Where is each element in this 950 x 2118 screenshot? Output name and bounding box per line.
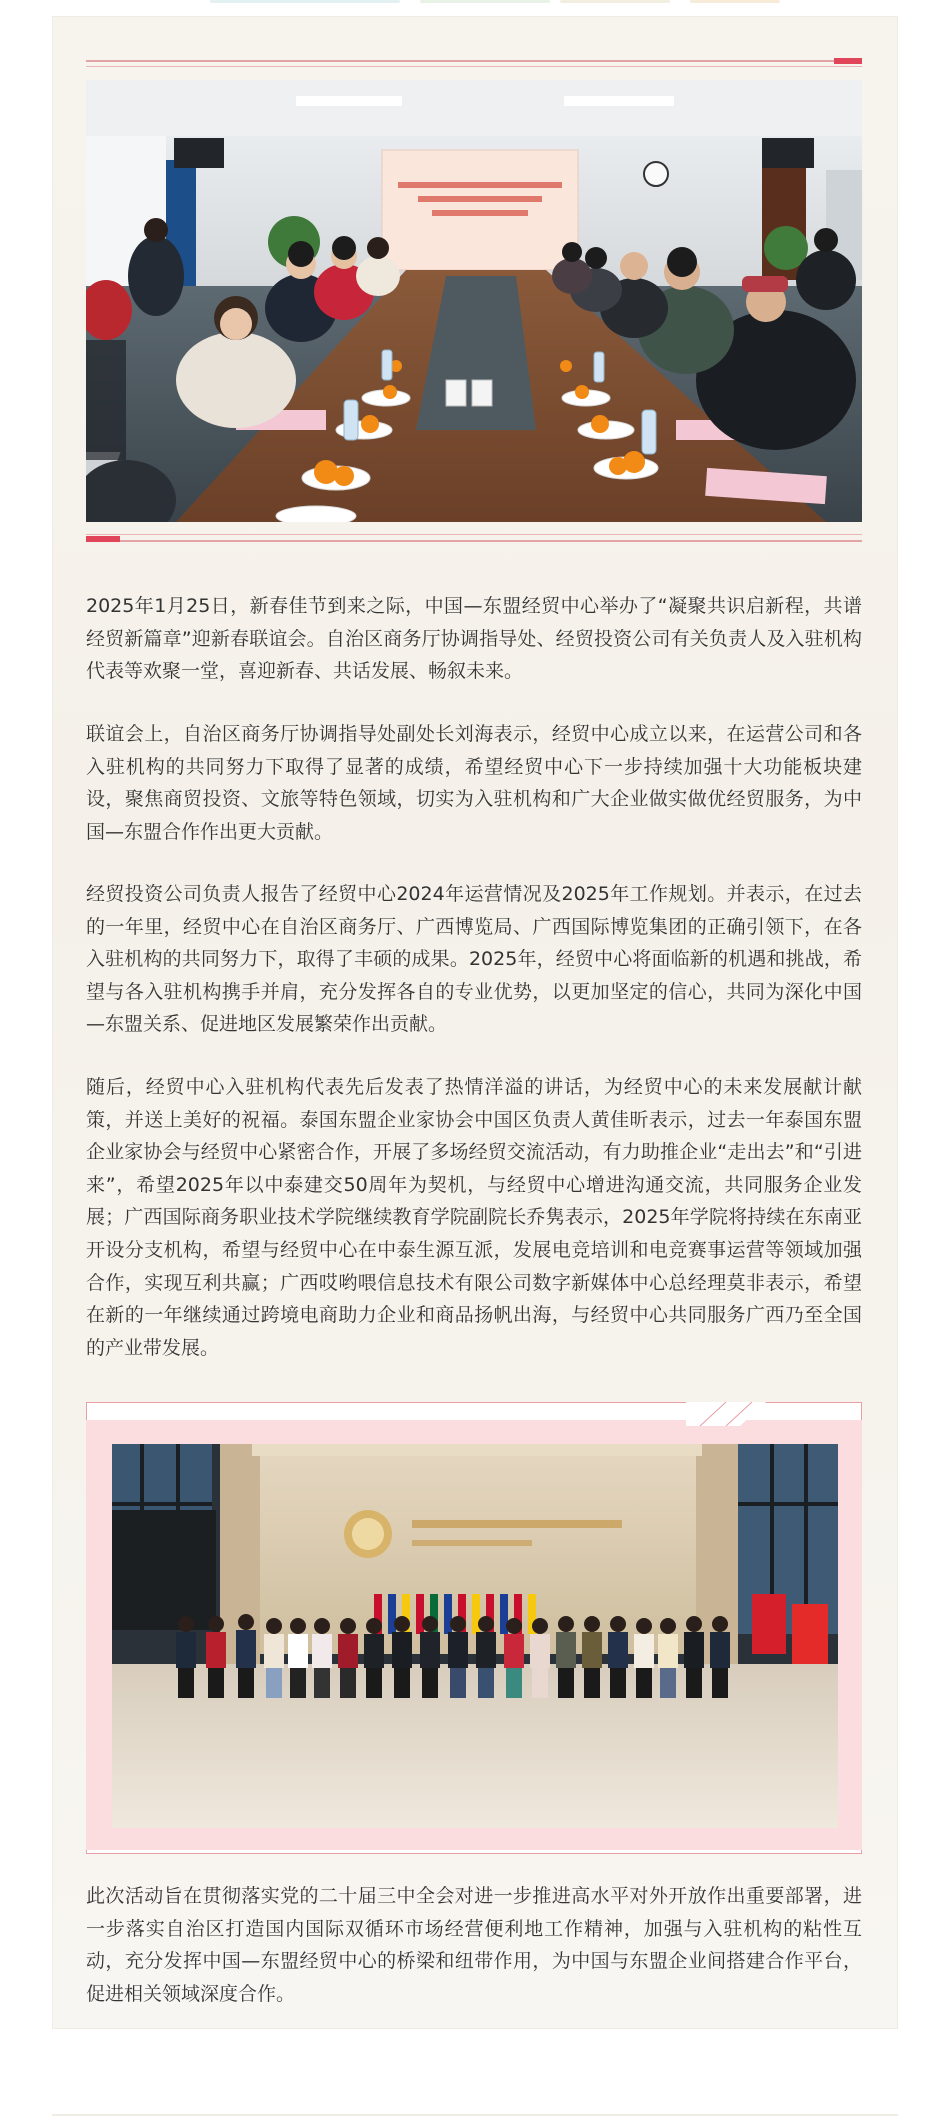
footer-divider [52, 2114, 898, 2116]
frame-accent-top-right [834, 58, 862, 64]
frame-notch [86, 1398, 862, 1438]
frame-line-bottom-thin [86, 534, 862, 535]
paragraph-report: 经贸投资公司负责人报告了经贸中心2024年运营情况及2025年工作规划。并表示，在过去的一年里，经贸中心在自治区商务厅、广西博览局、广西国际博览集团的正确引领下，在各入驻机构的共同努力下，取得了丰硕的成果。2025年，经贸中心将面临新的机遇和挑战，希望与各入驻机构携手并肩，充分发挥各自的专业优势，以更加坚定的信心，共同为深化中国—东盟关系、促进地区发展繁荣作出贡献。 [86, 883, 862, 1036]
group-photo [112, 1444, 838, 1828]
frame-line-top [86, 60, 834, 62]
frame-accent-bottom-left [86, 536, 120, 542]
meeting-photo [86, 80, 862, 522]
paragraph-closing: 此次活动旨在贯彻落实党的二十届三中全会对进一步推进高水平对外开放作出重要部署，进一步落实自治区打造国内国际双循环市场经营便利地工作精神，加强与入驻机构的粘性互动，充分发挥中国—东盟经贸中心的桥梁和纽带作用，为中国与东盟企业间搭建合作平台，促进相关领域深度合作。 [86, 1885, 862, 2005]
paragraph-representatives: 随后，经贸中心入驻机构代表先后发表了热情洋溢的讲话，为经贸中心的未来发展献计献策，并送上美好的祝福。泰国东盟企业家协会中国区负责人黄佳昕表示，过去一年泰国东盟企业家协会与经贸中心紧密合作，开展了多场经贸交流活动，有力助推企业“走出去”和“引进来”，希望2025年以中泰建交50周年为契机，与经贸中心增进沟通交流，共同服务企业发展；广西国际商务职业技术学院继续教育学院副院长乔隽表示，2025年学院将持续在东南亚开设分支机构，希望与经贸中心在中泰生源互派，发展电竞培训和电竞赛事运营等领域加强合作，实现互利共赢；广西哎哟喂信息技术有限公司数字新媒体中心总经理莫非表示，希望在新的一年继续通过跨境电商助力企业和商品扬帆出海，与经贸中心共同服务广西乃至全国的产业带发展。 [86, 1076, 862, 1359]
top-color-strip [0, 0, 950, 6]
article-body [52, 16, 898, 2029]
frame-line-bottom [120, 540, 862, 542]
paragraph-intro: 2025年1月25日，新春佳节到来之际，中国—东盟经贸中心举办了“凝聚共识启新程，共谱经贸新篇章”迎新春联谊会。自治区商务厅协调指导处、经贸投资公司有关负责人及入驻机构代表等欢聚一堂，喜迎新春、共话发展、畅叙未来。 [86, 595, 862, 683]
frame-line-top-thin [86, 66, 862, 67]
paragraph-speech-liu: 联谊会上，自治区商务厅协调指导处副处长刘海表示，经贸中心成立以来，在运营公司和各入驻机构的共同努力下取得了显著的成绩，希望经贸中心下一步持续加强十大功能板块建设，聚焦商贸投资、文旅等特色领域，切实为入驻机构和广大企业做实做优经贸服务，为中国—东盟合作作出更大贡献。 [86, 723, 862, 843]
